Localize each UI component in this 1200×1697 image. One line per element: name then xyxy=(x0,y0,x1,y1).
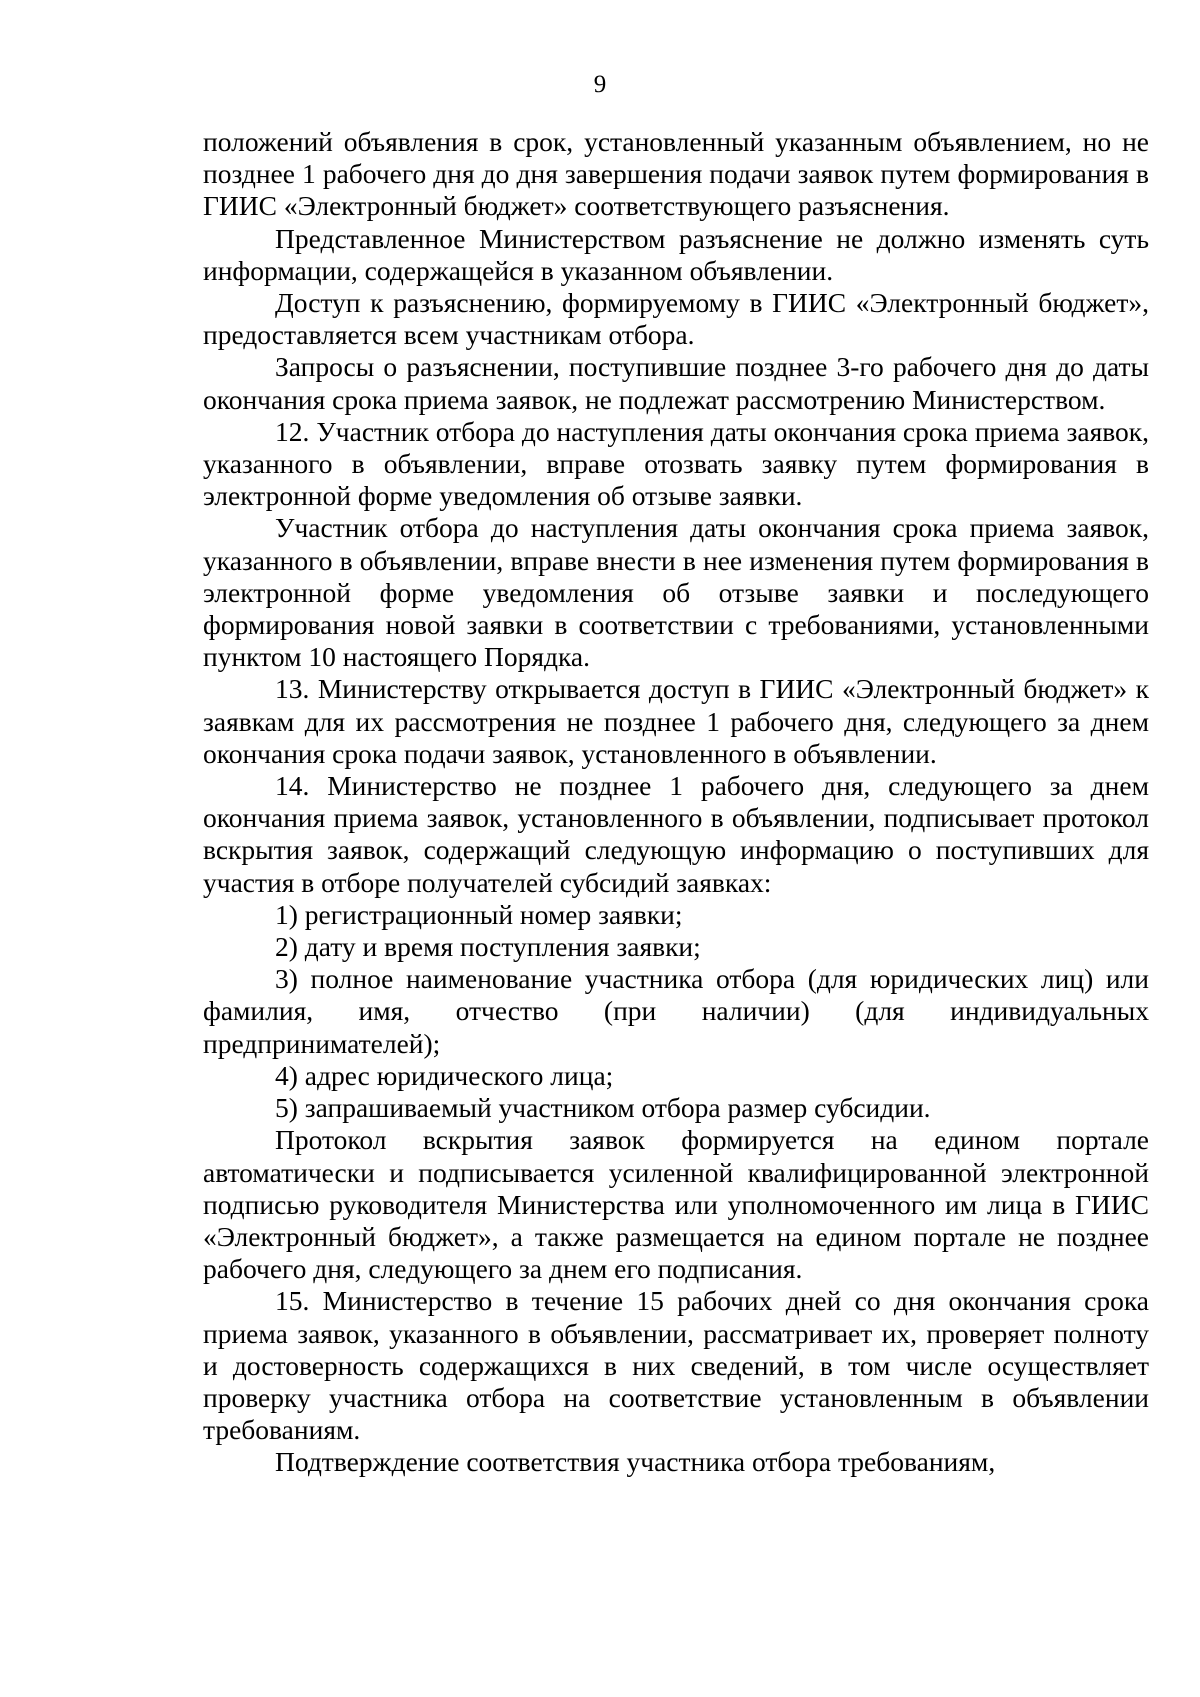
paragraph-item-12: 12. Участник отбора до наступления даты окончания срока приема заявок, указанного в объявлении, вправе отозвать заявку путем формирования в электронной форме уведомления об отзыве заявки. xyxy=(203,415,1149,512)
list-item: 2) дату и время поступления заявки; xyxy=(275,931,701,963)
list-item: 1) регистрационный номер заявки; xyxy=(275,898,683,930)
list-item: 4) адрес юридического лица; xyxy=(275,1059,614,1091)
paragraph: Протокол вскрытия заявок формируется на едином портале автоматически и подписывается усиленной квалифицированной электронной подписью руководителя Министерства или уполномоченного им лица в ГИИС «Электронный бюджет», а также размещается на едином портале не позднее рабочего дня, следующего за днем его подписания. xyxy=(203,1124,1149,1285)
paragraph-item-13: 13. Министерству открывается доступ в ГИИС «Электронный бюджет» к заявкам для их рассмотрения не позднее 1 рабочего дня, следующего за днем окончания срока подачи заявок, установленного в объявлении. xyxy=(203,673,1149,769)
paragraph: Доступ к разъяснению, формируемому в ГИИС «Электронный бюджет», предоставляется всем участникам отбора. xyxy=(203,287,1149,351)
paragraph-last: Подтверждение соответствия участника отбора требованиям, xyxy=(275,1446,996,1478)
paragraph: Участник отбора до наступления даты окончания срока приема заявок, указанного в объявлении, вправе внести в нее изменения путем формирования в электронной форме уведомления об отзыве заявки и последующего формирования новой заявки в соответствии с требованиями, установленными пунктом 10 настоящего Порядка. xyxy=(203,512,1149,673)
document-body xyxy=(203,126,1149,1479)
paragraph: Запросы о разъяснении, поступившие позднее 3-го рабочего дня до даты окончания срока приема заявок, не подлежат рассмотрению Министерством. xyxy=(203,351,1149,415)
paragraph: Представленное Министерством разъяснение не должно изменять суть информации, содержащейся в указанном объявлении. xyxy=(203,222,1149,286)
paragraph-item-14: 14. Министерство не позднее 1 рабочего дня, следующего за днем окончания приема заявок, установленного в объявлении, подписывает протокол вскрытия заявок, содержащий следующую информацию о поступивших для участия в отборе получателей субсидий заявках: xyxy=(203,770,1149,898)
paragraph-item-15: 15. Министерство в течение 15 рабочих дней со дня окончания срока приема заявок, указанного в объявлении, рассматривает их, проверяет полноту и достоверность содержащихся в них сведений, в том числе осуществляет проверку участника отбора на соответствие установленным в объявлении требованиям. xyxy=(203,1285,1149,1446)
page-number: 9 xyxy=(593,71,607,98)
paragraph-continuation: положений объявления в срок, установленный указанным объявлением, но не позднее 1 рабочего дня до дня завершения подачи заявок путем формирования в ГИИС «Электронный бюджет» соответствующего разъяснения. xyxy=(203,126,1149,222)
list-item: 3) полное наименование участника отбора (для юридических лиц) или фамилия, имя, отчество (при наличии) (для индивидуальных предпринимателей); xyxy=(203,963,1149,1059)
list-item: 5) запрашиваемый участником отбора размер субсидии. xyxy=(275,1092,931,1124)
